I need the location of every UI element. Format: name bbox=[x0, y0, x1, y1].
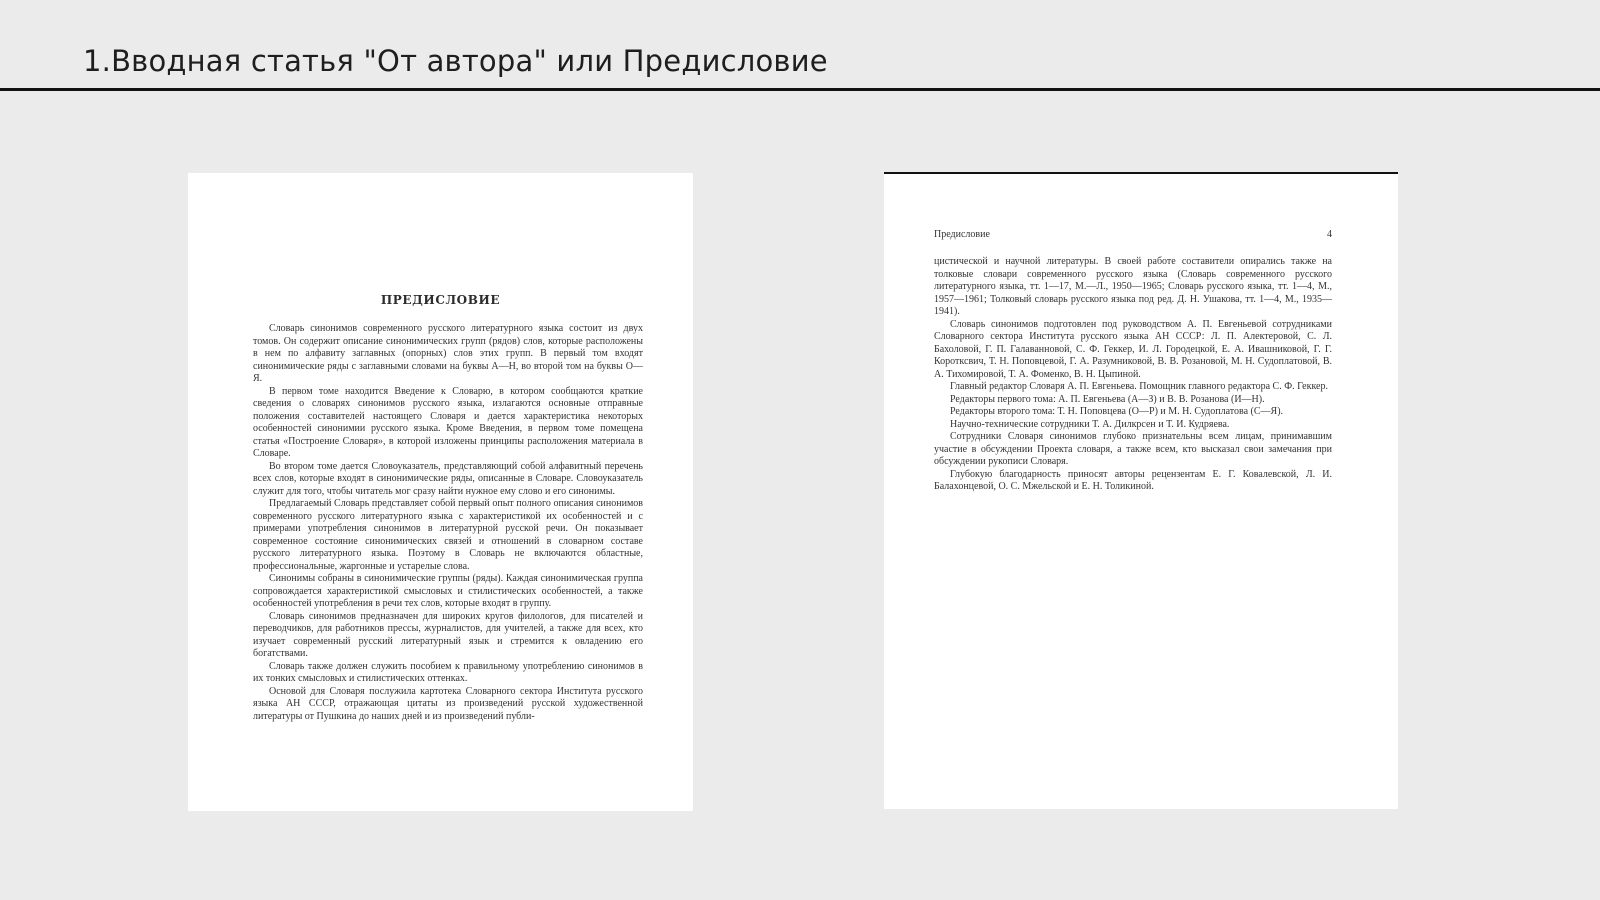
page-paragraph: Предлагаемый Словарь представляет собой первый опыт полного описания синонимов современного русского литературного языка с характеристикой их особенностей и с примерами употребления синонимов в литературной русской речи. Он показывает современное состояние синонимических связей и отношений в словарном составе русского литературного языка. Поэтому в Словарь не включаются областные, профессиональные, жаргонные и устарелые слова. bbox=[253, 498, 643, 572]
page-paragraph: Во втором томе дается Словоуказатель, представляющий собой алфавитный перечень всех слов, которые входят в синонимические ряды, описанные в Словаре. Словоуказатель служит для того, чтобы читатель мог сразу найти нужное ему слово и его синонимы. bbox=[253, 460, 643, 497]
title-divider bbox=[0, 88, 1600, 91]
running-head-title: Предисловие bbox=[934, 229, 990, 240]
page-paragraph: Редакторы первого тома: А. П. Евгеньева (А—З) и В. В. Розанова (И—Н). bbox=[950, 393, 1265, 405]
left-page-image bbox=[188, 173, 693, 811]
page-paragraph: Словарь синонимов современного русского литературного языка состоит из двух томов. Он содержит описание синонимических групп (рядов) слов, которые расположены в нем по алфавиту заглавных (опорных) слов этих групп. В первый том входят синонимические ряды с заглавными словами на буквы А—Н, во второй том на буквы О—Я. bbox=[253, 323, 643, 384]
page-paragraph: Словарь синонимов предназначен для широких кругов филологов, для писателей и переводчиков, для работников прессы, журналистов, для учителей, а также для всех, кто изучает современный русский литературный язык и стремится к овладению его богатствами. bbox=[253, 610, 643, 659]
page-paragraph: Сотрудники Словаря синонимов глубоко признательны всем лицам, принимавшим участие в обсуждении Проекта словаря, а также всем, кто высказал свои замечания при обсуждении рукописи Словаря. bbox=[934, 431, 1332, 467]
page-heading: ПРЕДИСЛОВИЕ bbox=[380, 293, 501, 307]
left-page-body bbox=[253, 323, 643, 723]
page-paragraph: Редакторы второго тома: Т. Н. Поповцева (О—Р) и М. Н. Судоплатова (С—Я). bbox=[950, 406, 1284, 417]
page-paragraph: Синонимы собраны в синонимические группы (ряды). Каждая синонимическая группа сопровождается характеристикой смысловых и стилистических особенностей, а также особенностей употребления в речи тех слов, которые входят в группу. bbox=[253, 573, 643, 609]
page-paragraph: Словарь также должен служить пособием к правильному употреблению синонимов в их тонких смысловых и стилистических оттенках. bbox=[253, 660, 643, 684]
running-head bbox=[934, 229, 1332, 240]
page-paragraph: Словарь синонимов подготовлен под руководством А. П. Евгеньевой сотрудниками Словарного сектора Института русского языка АН СССР: Л. П. Алектеровой, С. Л. Бахоловой, Г. П. Галаванновой, С. Ф. Геккер, И. Л. Городецкой, Е. А. Ивашниковой, Г. Г. Коротксвич, Т. Н. Поповцевой, Г. А. Разумниковой, В. В. Розановой, М. Н. Судоплатовой, В. А. Тихомировой, Т. А. Фоменко, В. Н. Цыпиной. bbox=[934, 318, 1332, 380]
right-page-image bbox=[884, 172, 1398, 809]
page-paragraph: Глубокую благодарность приносят авторы рецензентам Е. Г. Ковалевской, Л. И. Балахонцевой, О. С. Мжельской и Е. Н. Толикиной. bbox=[934, 468, 1332, 492]
page-paragraph: Основой для Словаря послужила картотека Словарного сектора Института русского языка АН СССР, отражающая цитаты из произведений русской художественной литературы от Пушкина до наших дней и из произведений публи- bbox=[253, 685, 643, 722]
slide-title: 1.Вводная статья "От автора" или Предисловие bbox=[83, 44, 828, 78]
right-page-body bbox=[934, 256, 1332, 494]
page-paragraph: цистической и научной литературы. В своей работе составители опирались также на толковые словари современного русского языка (Словарь современного русского литературного языка, тт. 1—17, М.—Л., 1950—1965; Словарь русского языка, тт. 1—4, М., 1957—1961; Толковый словарь русского языка под ред. Д. Н. Ушакова, тт. 1—4, М., 1935—1941). bbox=[934, 256, 1332, 317]
page-number: 4 bbox=[1327, 229, 1332, 240]
page-paragraph: Главный редактор Словаря А. П. Евгеньева. Помощник главного редактора С. Ф. Геккер. bbox=[950, 381, 1328, 392]
page-paragraph: В первом томе находится Введение к Словарю, в котором сообщаются краткие сведения о словарях синонимов русского языка, излагаются основные отправные положения составителей настоящего Словаря и дается характеристика некоторых особенностей синонимии русского языка. Кроме Введения, в первом томе помещена статья «Построение Словаря», в которой изложены принципы расположения материала в Словаре. bbox=[253, 385, 643, 459]
page-paragraph: Научно-технические сотрудники Т. А. Дилкрсен и Т. И. Кудряева. bbox=[950, 418, 1230, 430]
